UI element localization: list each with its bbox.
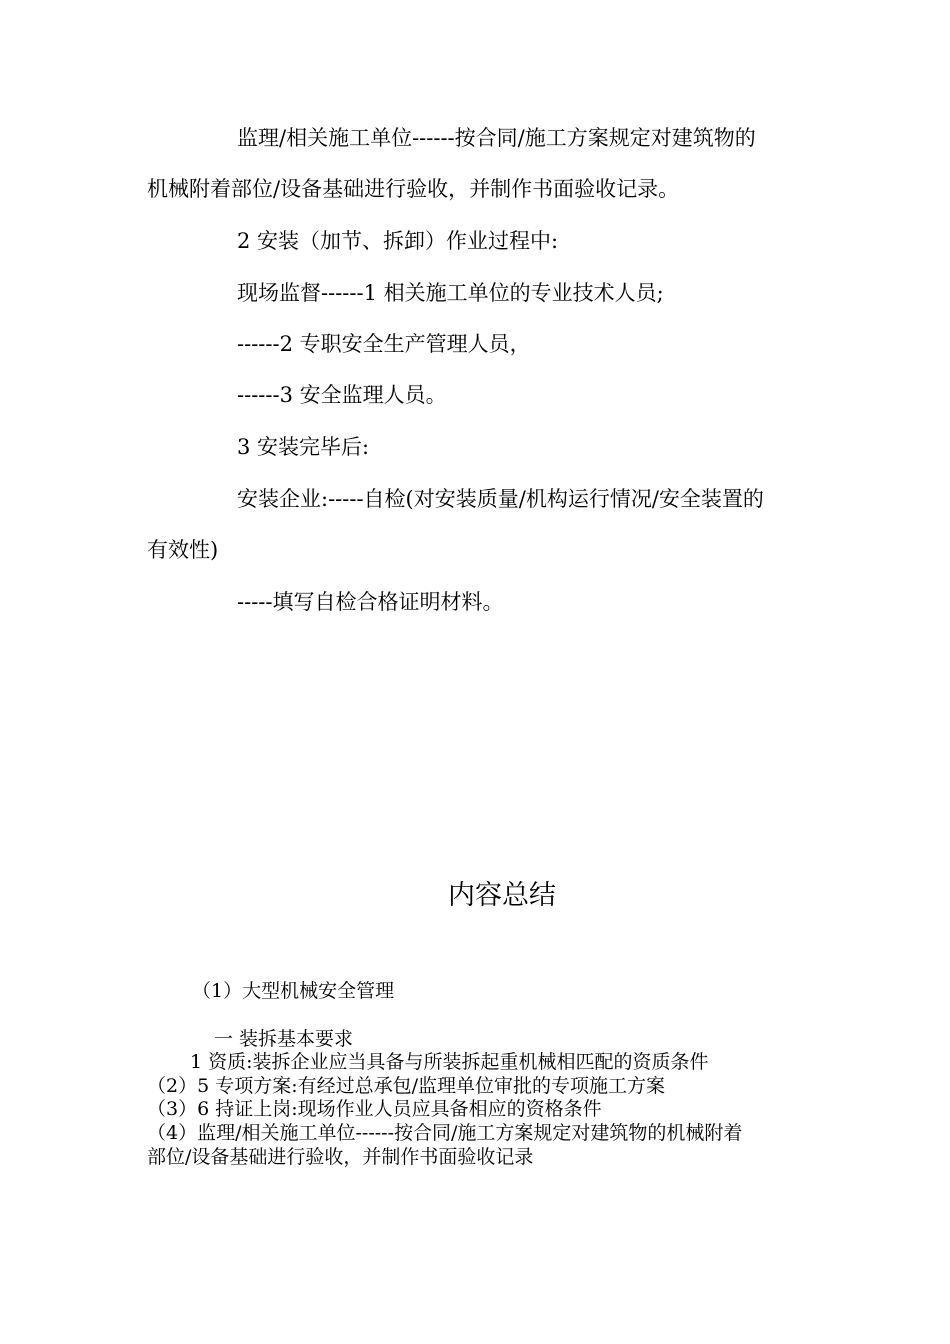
body-line-4: 现场监督------1 相关施工单位的专业技术人员; [237,281,664,305]
body-line-7: 3 安装完毕后: [237,435,370,459]
summary-line-5: （4）监理/相关施工单位------按合同/施工方案规定对建筑物的机械附着 [147,1122,743,1144]
body-line-8: 安装企业:-----自检(对安装质量/机构运行情况/安全装置的 [237,487,764,511]
summary-line-6: 部位/设备基础进行验收，并制作书面验收记录 [147,1146,534,1168]
body-line-10: -----填写自检合格证明材料。 [237,590,504,614]
body-line-5: ------2 专职安全生产管理人员， [237,332,531,356]
body-line-3: 2 安装（加节、拆卸）作业过程中: [237,229,559,253]
body-line-6: ------3 安全监理人员。 [237,383,447,407]
summary-title: 内容总结 [448,880,556,911]
summary-line-2: 1 资质:装拆企业应当具备与所装拆起重机械相匹配的资质条件 [190,1051,709,1073]
summary-line-3: （2）5 专项方案:有经过总承包/监理单位审批的专项施工方案 [147,1075,666,1097]
body-line-9: 有效性) [147,538,219,562]
summary-line-1: 一 装拆基本要求 [214,1028,354,1050]
body-line-2: 机械附着部位/设备基础进行验收，并制作书面验收记录。 [147,177,680,201]
summary-line-4: （3）6 持证上岗:现场作业人员应具备相应的资格条件 [147,1098,602,1120]
body-line-1: 监理/相关施工单位------按合同/施工方案规定对建筑物的 [237,126,756,150]
summary-heading: （1）大型机械安全管理 [192,980,395,1002]
